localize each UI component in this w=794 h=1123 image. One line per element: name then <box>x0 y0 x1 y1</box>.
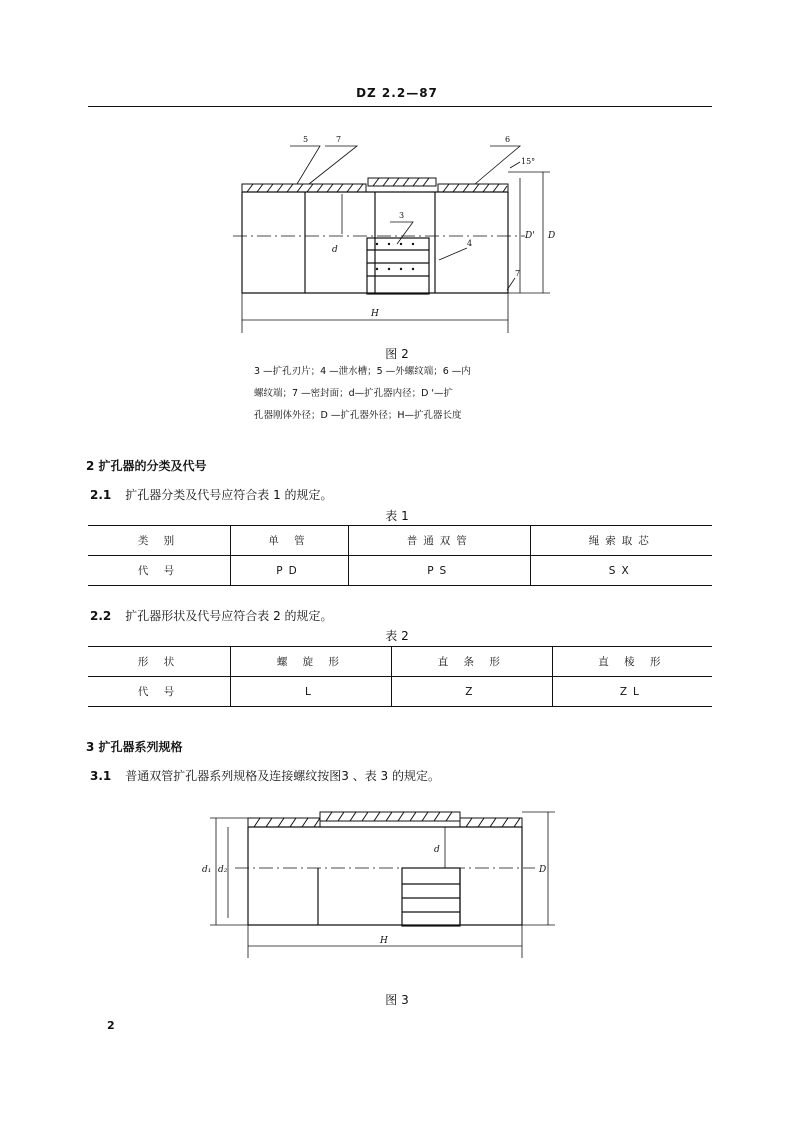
section-3-heading: 3 扩孔器系列规格 <box>86 740 183 754</box>
fig3-label-d2: d₂ <box>218 865 228 875</box>
header-rule <box>88 106 712 107</box>
clause-2-2 <box>90 607 333 624</box>
table-cell: 单 管 <box>231 526 349 556</box>
legend-line: 孔器刚体外径；D —扩孔器外径；H—扩孔器长度 <box>254 410 462 421</box>
fig3-body-outline <box>248 827 522 926</box>
fig3-label-d: d <box>434 845 440 855</box>
clause-number: 2.2 <box>90 609 112 623</box>
table-cell: 绳索取芯 <box>531 526 712 556</box>
table-cell: 螺 旋 形 <box>231 647 392 677</box>
fig2-label-3: 3 <box>399 211 405 220</box>
fig3-label-H: H <box>380 936 388 946</box>
table-cell: L <box>231 677 392 707</box>
table-cell: 形 状 <box>88 647 231 677</box>
figure-3-drawing <box>190 800 570 965</box>
fig3-hatch-band <box>248 812 522 827</box>
table-2 <box>88 646 712 707</box>
fig2-blade-dots <box>376 243 414 270</box>
fig2-label-D: D <box>548 231 556 241</box>
table-cell: Z <box>391 677 552 707</box>
clause-text: 普通双管扩孔器系列规格及连接螺纹按图3 、表 3 的规定。 <box>125 769 440 783</box>
fig2-hatch-band <box>242 178 508 192</box>
fig2-label-H: H <box>371 309 379 319</box>
clause-2-1 <box>90 486 333 503</box>
fig2-label-15deg: 15° <box>521 157 536 166</box>
table-cell: 普通双管 <box>349 526 531 556</box>
table-cell: 直 条 形 <box>391 647 552 677</box>
fig2-label-4: 4 <box>467 239 473 248</box>
table-cell: SX <box>531 556 712 586</box>
table-cell: PS <box>349 556 531 586</box>
table-row <box>88 526 712 556</box>
table-cell: 代 号 <box>137 686 181 698</box>
fig2-label-d: d <box>332 245 338 255</box>
clause-number: 3.1 <box>90 769 112 783</box>
figure-2-caption: 图 2 <box>385 347 409 361</box>
table-cell: 类 别 <box>88 526 231 556</box>
table-1 <box>88 525 712 586</box>
fig2-label-7-bottom: 7 <box>515 269 521 278</box>
table-cell: 代 号 <box>137 565 181 577</box>
fig3-label-D: D <box>539 865 547 875</box>
clause-3-1 <box>90 767 440 784</box>
table-2-title: 表 2 <box>385 629 409 643</box>
legend-line: 3 —扩孔刃片；4 —泄水槽；5 —外螺纹端；6 —内 <box>254 366 471 377</box>
table-cell: PD <box>231 556 349 586</box>
figure-2-legend <box>254 361 554 427</box>
table-cell: ZL <box>552 677 712 707</box>
table-cell: 直 棱 形 <box>552 647 712 677</box>
legend-line: 螺纹端；7 —密封面；d—扩孔器内径；D '—扩 <box>254 388 454 399</box>
table-row <box>88 556 712 586</box>
clause-text: 扩孔器形状及代号应符合表 2 的规定。 <box>125 609 333 623</box>
fig2-leaders <box>242 146 550 333</box>
figure-3-caption: 图 3 <box>385 993 409 1007</box>
figure-2-drawing <box>225 128 575 338</box>
page-header: DZ 2.2—87 <box>356 86 438 100</box>
table-row <box>88 677 712 707</box>
clause-number: 2.1 <box>90 488 112 502</box>
fig2-label-7-top: 7 <box>336 135 342 144</box>
fig3-label-d1: d₁ <box>202 865 212 875</box>
fig2-label-Dprime: D' <box>525 231 535 241</box>
table-1-title: 表 1 <box>385 509 409 523</box>
page-number: 2 <box>107 1019 115 1032</box>
fig2-label-5: 5 <box>303 135 309 144</box>
table-row <box>88 647 712 677</box>
clause-text: 扩孔器分类及代号应符合表 1 的规定。 <box>125 488 333 502</box>
fig2-label-6: 6 <box>505 135 511 144</box>
section-2-heading: 2 扩孔器的分类及代号 <box>86 459 207 473</box>
